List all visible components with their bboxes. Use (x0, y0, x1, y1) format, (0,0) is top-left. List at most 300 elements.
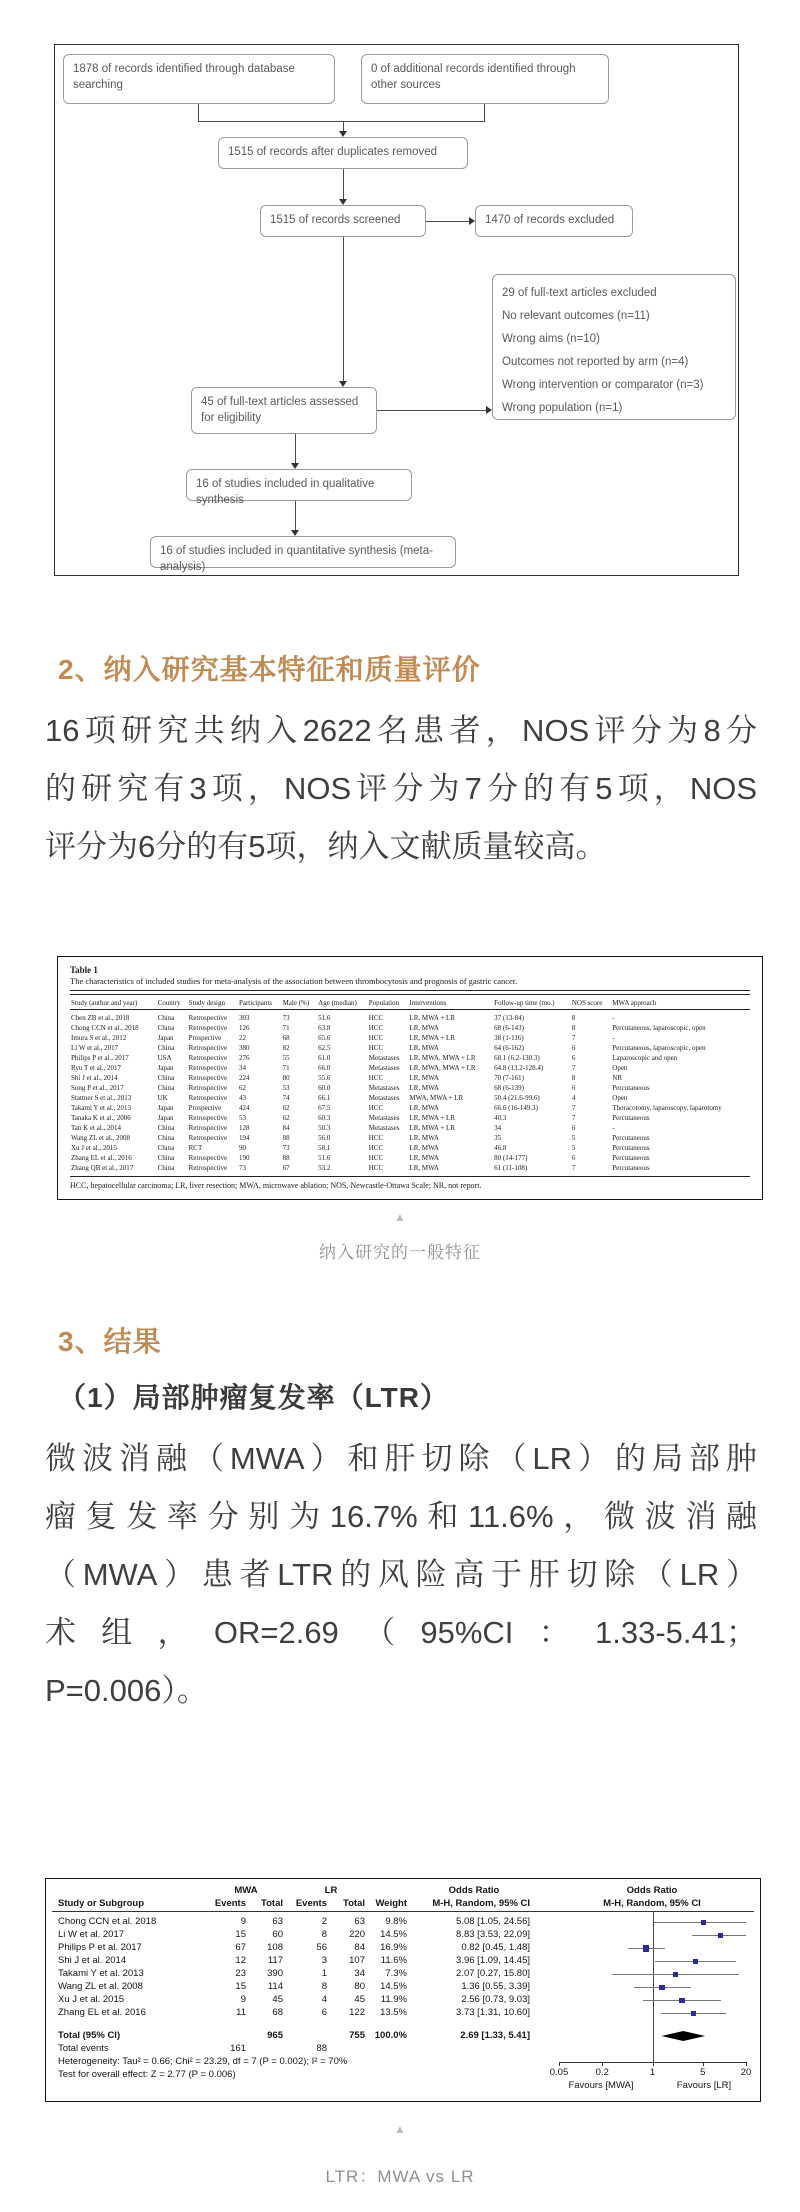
collapse-arrow-icon[interactable]: ▲ (394, 1210, 406, 1224)
table1-cell: 56.0 (318, 1134, 331, 1142)
table1-cell: 224 (238, 1074, 250, 1082)
forest-cell: 12 (235, 1955, 246, 1966)
table1-cell: 67.5 (318, 1104, 331, 1112)
table1-cell: LR, MWA + LR (409, 1114, 455, 1122)
table1-cell: Percutaneous (612, 1134, 650, 1142)
forest-ci-label: 2.07 [0.27, 15.80] (456, 1968, 530, 1979)
forest-ci-label: 0.82 [0.45, 1.48] (461, 1942, 530, 1953)
forest-heterogeneity: Heterogeneity: Tau² = 0.66; Chi² = 23.29, df = 7 (P = 0.002); I² = 70% (58, 2056, 348, 2067)
forest-overall-effect: Test for overall effect: Z = 2.77 (P = 0.006) (58, 2069, 236, 2080)
table1-cell: 55.6 (318, 1074, 331, 1082)
table1-cell: Ryu T et al., 2017 (71, 1064, 122, 1072)
table1-cell: Open (612, 1064, 628, 1072)
forest-cell: 9 (240, 1994, 246, 2005)
table1-cell: China (157, 1074, 175, 1082)
forest-cell: 68 (272, 2007, 283, 2018)
forest-point-estimate (673, 1972, 678, 1977)
forest-point-estimate (693, 1959, 698, 1964)
table1-cell: Takami Y et al., 2013 (71, 1104, 132, 1112)
table1-cell: 7 (571, 1064, 576, 1072)
table1-cell: LR, MWA + LR (409, 1014, 455, 1022)
table1-cell: Prospective (188, 1034, 222, 1042)
table1-cell: Zhang EL et al., 2016 (71, 1154, 132, 1162)
table1-cell: LR, MWA + LR (409, 1034, 455, 1042)
table1-cell: 34 (238, 1064, 246, 1072)
forest-axis-tick-label: 1 (649, 2067, 656, 2078)
table1-cell: Retrospective (188, 1094, 228, 1102)
table1-header-cell: Participants (238, 996, 282, 1010)
flow-excluded-reason: Wrong population (n=1) (502, 402, 623, 414)
forest-study-name: Takami Y et al. 2013 (58, 1968, 144, 1979)
section-2-paragraph (45, 702, 757, 876)
table1-cell: 276 (238, 1054, 250, 1062)
table1-cell: 4 (571, 1094, 576, 1102)
table1-cell: 68 (282, 1034, 290, 1042)
table1-cell: 6 (571, 1154, 576, 1162)
table1-cell: RCT (188, 1144, 203, 1152)
table1-cell: HCC (368, 1044, 384, 1052)
table1-cell: LR, MWA (409, 1044, 439, 1052)
table1-cell: HCC (368, 1104, 384, 1112)
table1-cell: Song P et al., 2017 (71, 1084, 124, 1092)
table1-cell: Li W et al., 2017 (71, 1044, 119, 1052)
table1-cell: 73 (282, 1014, 290, 1022)
table1-cell: Chen ZB et al., 2018 (71, 1014, 130, 1022)
table-row (70, 1123, 750, 1133)
table1-cell: 71 (282, 1064, 290, 1072)
table1-cell: HCC (368, 1154, 384, 1162)
table1-cell: 8 (571, 1024, 576, 1032)
table1-cell: China (157, 1024, 175, 1032)
table1-cell: LR, MWA (409, 1164, 439, 1172)
forest-total-diamond (661, 2031, 705, 2041)
table1-cell: Thoracotomy, laparoscopy, laparotomy (612, 1104, 722, 1112)
table1-footnote: HCC, hepatocellular carcinoma; LR, liver resection; MWA, microwave ablation; NOS, Newcastle-Ottawa Scale; NR, not report. (70, 1181, 482, 1190)
section-3-subheading: （1）局部肿瘤复发率（LTR） (58, 1382, 449, 1413)
forest-cell: 60 (272, 1929, 283, 1940)
forest-ci-label: 8.83 [3.53, 22.09] (456, 1929, 530, 1940)
table1-cell: 303 (238, 1014, 250, 1022)
table1-cell: China (157, 1164, 175, 1172)
table1-header-cell: Age (median) (317, 996, 368, 1010)
table1-cell: LR, MWA (409, 1154, 439, 1162)
table1-cell: Percutaneous (612, 1144, 650, 1152)
forest-graph-subheader: M-H, Random, 95% CI (603, 1898, 701, 1909)
forest-cell: 63 (272, 1916, 283, 1927)
forest-caption: LTR：MWA vs LR (325, 2167, 475, 2186)
forest-point-estimate (701, 1920, 706, 1925)
forest-col-header: Study or Subgroup (58, 1898, 145, 1909)
flow-box-records-screened: 1515 of records screened (260, 205, 426, 237)
table1-cell: China (157, 1084, 175, 1092)
forest-point-estimate (643, 1945, 649, 1951)
table1-cell: 38 (1-116) (494, 1034, 524, 1042)
table1-cell: Retrospective (188, 1064, 228, 1072)
flow-excluded-reason: Wrong intervention or comparator (n=3) (502, 379, 704, 391)
table1-cell: Retrospective (188, 1084, 228, 1092)
flow-line (198, 121, 485, 122)
table1-cell: UK (157, 1094, 168, 1102)
table1-cell: Wang ZL et al., 2008 (71, 1134, 131, 1142)
table1-cell: 46.8 (494, 1144, 507, 1152)
forest-cell: 11.9% (380, 1994, 407, 2005)
table1-cell: 7 (571, 1114, 576, 1122)
forest-study-name: Chong CCN et al. 2018 (58, 1916, 157, 1927)
table1-cell: 190 (238, 1154, 250, 1162)
table1-cell: Metastases (368, 1114, 400, 1122)
forest-cell: 220 (349, 1929, 365, 1940)
table1-subtitle: The characteristics of included studies for meta-analysis of the association between thrombocytosis and prognosis of gastric cancer. (70, 976, 518, 986)
table1-cell: 37 (13-84) (494, 1014, 524, 1022)
table-row (70, 1023, 750, 1033)
table1-cell: 5 (571, 1134, 576, 1142)
table1-cell: Percutaneous, laparoscopic, open (612, 1024, 706, 1032)
paragraph-line: 16项研究共纳入2622名患者，NOS评分为8分 (45, 713, 757, 748)
flow-line (377, 410, 486, 411)
forest-study-name: Xu J et al. 2015 (58, 1994, 125, 2005)
table1-cell: 64 (6-162) (494, 1044, 524, 1052)
table1-cell: Tan K et al., 2014 (71, 1124, 122, 1132)
forest-or-header-text: Odds Ratio (448, 1885, 500, 1896)
table1-cell: Percutaneous (612, 1154, 650, 1162)
forest-cell: 107 (349, 1955, 365, 1966)
table1-cell: Tanaka K et al., 2006 (71, 1114, 131, 1122)
table1-cell: Shi J et al., 2014 (71, 1074, 118, 1082)
forest-cell: 14.5% (380, 1929, 407, 1940)
forest-ci-label: 3.73 [1.31, 10.60] (456, 2007, 530, 2018)
table1-cell: 62 (238, 1084, 246, 1092)
table1-cell: 68.1 (6.2-130.3) (494, 1054, 540, 1062)
table1-cell: Percutaneous, laparoscopic, open (612, 1044, 706, 1052)
forest-favours-left: Favours [MWA] (568, 2080, 634, 2091)
forest-cell: 108 (267, 1942, 283, 1953)
table1-bottom-rule (70, 1176, 750, 1177)
prisma-flowchart (54, 44, 739, 576)
forest-cell: 88 (316, 2043, 327, 2054)
forest-point-estimate (691, 2011, 697, 2017)
forest-plot (45, 1878, 761, 2102)
table1-cell: 50.3 (318, 1124, 331, 1132)
table1-cell: China (157, 1014, 175, 1022)
forest-axis-tick (746, 2062, 747, 2066)
table1-cell: Japan (157, 1114, 174, 1122)
forest-ci-label: 5.08 [1.05, 24.56] (456, 1916, 530, 1927)
table1-cell: 63.8 (318, 1024, 331, 1032)
table1-cell: 51.6 (318, 1154, 331, 1162)
forest-cell: 11.6% (380, 1955, 407, 1966)
forest-cell: 45 (272, 1994, 283, 2005)
table1-cell: China (157, 1154, 175, 1162)
forest-ci-label: 3.96 [1.09, 14.45] (456, 1955, 530, 1966)
table1-cell: 8 (571, 1014, 576, 1022)
table1-cell: Retrospective (188, 1164, 228, 1172)
table1-cell: 68 (6-143) (494, 1024, 524, 1032)
forest-axis-tick-label: 20 (740, 2067, 752, 2078)
table1-cell: 194 (238, 1134, 250, 1142)
table1-cell: Philips P et al., 2017 (71, 1054, 129, 1062)
table-row (70, 1093, 750, 1103)
table-row (70, 1133, 750, 1143)
table1-cell: Zhang QB et al., 2017 (71, 1164, 134, 1172)
table1-cell: 66.6 (16-149.3) (494, 1104, 538, 1112)
table1-caption: 纳入研究的一般特征 (319, 1243, 481, 1262)
table1-cell: Percutaneous (612, 1164, 650, 1172)
forest-cell: 7.3% (385, 1968, 407, 1979)
table1-cell: China (157, 1134, 175, 1142)
table1-header-row (70, 996, 750, 1010)
flow-line (295, 501, 296, 530)
section-3-heading: 3、结果 (58, 1326, 162, 1357)
forest-study-name: Philips P et al. 2017 (58, 1942, 142, 1953)
table1-cell: HCC (368, 1144, 384, 1152)
forest-total-events-label: Total events (58, 2043, 109, 2054)
flow-excluded-reason: Wrong aims (n=10) (502, 333, 600, 345)
forest-axis-tick (653, 2062, 654, 2066)
section-2-heading: 2、纳入研究基本特征和质量评价 (58, 654, 481, 685)
forest-ci-label: 1.36 [0.55, 3.39] (461, 1981, 530, 1992)
table1-cell: 70 (7-161) (494, 1074, 524, 1082)
forest-cell: 4 (321, 1994, 327, 2005)
table1-cell: 88 (282, 1154, 290, 1162)
table1-cell: 424 (238, 1104, 250, 1112)
flow-box-records-identified: 1878 of records identified through database searching (63, 54, 335, 104)
table1-cell: Xu J et al., 2015 (71, 1144, 117, 1152)
flow-box-additional-records: 0 of additional records identified through other sources (361, 54, 609, 104)
table1-cell: Stattner S et al., 2013 (71, 1094, 132, 1102)
forest-cell: 122 (349, 2007, 365, 2018)
table1-cell: 6 (571, 1054, 576, 1062)
flow-arrow-icon (291, 463, 299, 469)
table1-cell: 90 (238, 1144, 246, 1152)
forest-favours-right: Favours [LR] (676, 2080, 732, 2091)
table1-cell: HCC (368, 1134, 384, 1142)
forest-study-name: Li W et al. 2017 (58, 1929, 125, 1940)
forest-cell: 11 (236, 2007, 246, 2018)
forest-cell: 14.5% (380, 1981, 407, 1992)
forest-group-lr: LR (324, 1885, 338, 1896)
table1-header-cell: Interventions (408, 996, 493, 1010)
table1-cell: 64.8 (13.2-128.4) (494, 1064, 544, 1072)
table-row (70, 1010, 750, 1024)
table1-cell: USA (157, 1054, 172, 1062)
forest-point-estimate (718, 1933, 724, 1939)
table-row (70, 1153, 750, 1163)
forest-cell: 34 (354, 1968, 365, 1979)
flow-excluded-reason: Outcomes not reported by arm (n=4) (502, 356, 689, 368)
table1-cell: Metastases (368, 1084, 400, 1092)
table1-cell: Open (612, 1094, 628, 1102)
table1-cell: 60.0 (318, 1084, 331, 1092)
paragraph-line: P=0.006）。 (45, 1673, 208, 1708)
table1-cell: Percutaneous (612, 1084, 650, 1092)
forest-axis-tick-label: 0.2 (595, 2067, 609, 2078)
flow-arrow-icon (486, 406, 492, 414)
forest-cell: 9.8% (385, 1916, 407, 1927)
table1-cell: 71 (282, 1024, 290, 1032)
forest-cell: 16.9% (380, 1942, 407, 1953)
table1-cell: 53.2 (318, 1164, 331, 1172)
table1-header-cell: Male (%) (282, 996, 318, 1010)
forest-col-header: Total (261, 1898, 283, 1909)
table1-cell: 35 (494, 1134, 502, 1142)
table1-cell: LR, MWA (409, 1074, 439, 1082)
table1-cell: 6 (571, 1044, 576, 1052)
table1-title: Table 1 (70, 965, 98, 975)
flow-arrow-icon (469, 217, 475, 225)
table1-cell: MWA, MWA + LR (409, 1094, 464, 1102)
forest-header-rule (52, 1911, 754, 1912)
forest-cell: 80 (354, 1981, 365, 1992)
table-row (70, 1043, 750, 1053)
table1-cell: 66.0 (318, 1064, 331, 1072)
forest-cell: 8 (321, 1929, 327, 1940)
forest-cell: 15 (235, 1929, 246, 1940)
table1-cell: Retrospective (188, 1044, 228, 1052)
table-row (70, 1053, 750, 1063)
flow-arrow-icon (339, 199, 347, 205)
table1-cell: 55 (282, 1054, 290, 1062)
flow-box-quantitative-synthesis: 16 of studies included in quantitative synthesis (meta-analysis) (150, 536, 456, 568)
table1-cell: 50.4 (21.6-99.6) (494, 1094, 540, 1102)
forest-study-name: Shi J et al. 2014 (58, 1955, 127, 1966)
flow-box-duplicates-removed: 1515 of records after duplicates removed (218, 137, 468, 169)
table1-cell: 53 (282, 1084, 290, 1092)
forest-or-header-graph: Odds Ratio (626, 1885, 678, 1896)
forest-cell: 45 (354, 1994, 365, 2005)
flow-box-records-excluded: 1470 of records excluded (475, 205, 633, 237)
forest-cell: 2 (321, 1916, 327, 1927)
table1 (70, 996, 750, 1173)
forest-col-header: Events (295, 1898, 327, 1909)
table-row (70, 1073, 750, 1083)
table1-cell: 62 (282, 1104, 290, 1112)
forest-cell: 8 (321, 1981, 327, 1992)
forest-cell: 13.5% (380, 2007, 407, 2018)
table1-cell: LR, MWA + LR (409, 1124, 455, 1132)
forest-col-header: M-H, Random, 95% CI (432, 1898, 530, 1909)
paragraph-line: （MWA）患者LTR的风险高于肝切除（LR） (45, 1557, 757, 1592)
forest-ci-label: 2.56 [0.73, 9.03] (461, 1994, 530, 2005)
table-row (70, 1033, 750, 1043)
table1-cell: Percutaneous (612, 1114, 650, 1122)
table1-cell: 73 (282, 1144, 290, 1152)
flow-line (343, 169, 344, 199)
collapse-arrow-icon[interactable]: ▲ (394, 2122, 406, 2136)
forest-cell: 84 (354, 1942, 365, 1953)
table1-cell: 8 (571, 1074, 576, 1082)
table1-cell: 43 (238, 1094, 246, 1102)
table1-panel (57, 956, 763, 1200)
forest-cell: 67 (235, 1942, 246, 1953)
flow-line (484, 104, 485, 122)
flow-line (343, 237, 344, 381)
table1-cell: HCC (368, 1164, 384, 1172)
table1-head (70, 996, 750, 1010)
table1-cell: Retrospective (188, 1054, 228, 1062)
section-3-paragraph (45, 1430, 757, 1720)
table1-cell: 40.3 (494, 1114, 507, 1122)
table1-cell: Metastases (368, 1064, 400, 1072)
table1-cell: Prospective (188, 1104, 222, 1112)
forest-cell: 965 (267, 2030, 283, 2041)
table1-cell: - (612, 1014, 615, 1022)
table1-cell: HCC (368, 1024, 384, 1032)
table1-cell: LR, MWA (409, 1144, 439, 1152)
table1-cell: 68 (6-139) (494, 1084, 524, 1092)
paragraph-line: 评分为6分的有5项，纳入文献质量较高。 (45, 829, 607, 864)
table1-header-cell: MWA approach (611, 996, 750, 1010)
forest-cell: 114 (267, 1981, 283, 1992)
table1-cell: 74 (282, 1094, 290, 1102)
table1-cell: Retrospective (188, 1014, 228, 1022)
table1-header-cell: Follow-up time (mo.) (493, 996, 571, 1010)
table1-cell: Japan (157, 1104, 174, 1112)
table1-cell: 58.1 (318, 1144, 331, 1152)
forest-study-name: Wang ZL et al. 2008 (58, 1981, 143, 1992)
table1-cell: Imura S et al., 2012 (71, 1034, 127, 1042)
table1-cell: 5 (571, 1144, 576, 1152)
forest-cell: 161 (230, 2043, 246, 2054)
table1-cell: 6 (571, 1084, 576, 1092)
flow-line (198, 104, 199, 122)
table1-cell: 80 (14-177) (494, 1154, 528, 1162)
flow-excluded-reason: No relevant outcomes (n=11) (502, 310, 650, 322)
table1-cell: Retrospective (188, 1134, 228, 1142)
flow-excluded-reason: 29 of full-text articles excluded (502, 287, 657, 299)
forest-cell: 6 (321, 2007, 327, 2018)
forest-group-mwa: MWA (234, 1885, 258, 1896)
table1-cell: Metastases (368, 1094, 400, 1102)
flow-line (295, 434, 296, 463)
flow-arrow-icon (291, 530, 299, 536)
table1-cell: Retrospective (188, 1124, 228, 1132)
flow-arrow-icon (339, 131, 347, 137)
flow-box-fulltext-excluded (492, 274, 736, 420)
table1-cell: LR, MWA (409, 1134, 439, 1142)
table1-cell: 22 (238, 1034, 246, 1042)
paragraph-line: 微波消融（MWA）和肝切除（LR）的局部肿 (45, 1441, 757, 1476)
table1-header-cell: NOS score (571, 996, 611, 1010)
table1-cell: Chong CCN et al., 2018 (71, 1024, 139, 1032)
table1-header-cell: Country (157, 996, 188, 1010)
table1-cell: Retrospective (188, 1114, 228, 1122)
flow-box-fulltext-assessed: 45 of full-text articles assessed for eligibility (191, 387, 377, 434)
table-row (70, 1103, 750, 1113)
table1-cell: 73 (238, 1164, 246, 1172)
forest-cell: 3 (321, 1955, 327, 1966)
table1-cell: 60.3 (318, 1114, 331, 1122)
table1-cell: 84 (282, 1124, 290, 1132)
forest-cell: 63 (354, 1916, 365, 1927)
forest-axis-tick (602, 2062, 603, 2066)
table1-cell: Japan (157, 1064, 174, 1072)
table-row (70, 1113, 750, 1123)
forest-total-label: Total (95% CI) (58, 2030, 121, 2041)
table1-cell: 82 (282, 1044, 290, 1052)
forest-cell: 390 (267, 1968, 283, 1979)
paragraph-line: 术组，OR=2.69（95%CI：1.33-5.41； (45, 1615, 757, 1650)
table-row (70, 1083, 750, 1093)
table1-cell: 80 (282, 1074, 290, 1082)
flow-arrow-icon (339, 381, 347, 387)
table1-cell: 88 (282, 1134, 290, 1142)
table1-cell: China (157, 1144, 175, 1152)
table1-cell: - (612, 1034, 615, 1042)
table1-cell: 51.6 (318, 1014, 331, 1022)
forest-study-name: Zhang EL et al. 2016 (58, 2007, 146, 2018)
table1-cell: HCC (368, 1074, 384, 1082)
forest-axis-tick (559, 2062, 560, 2066)
